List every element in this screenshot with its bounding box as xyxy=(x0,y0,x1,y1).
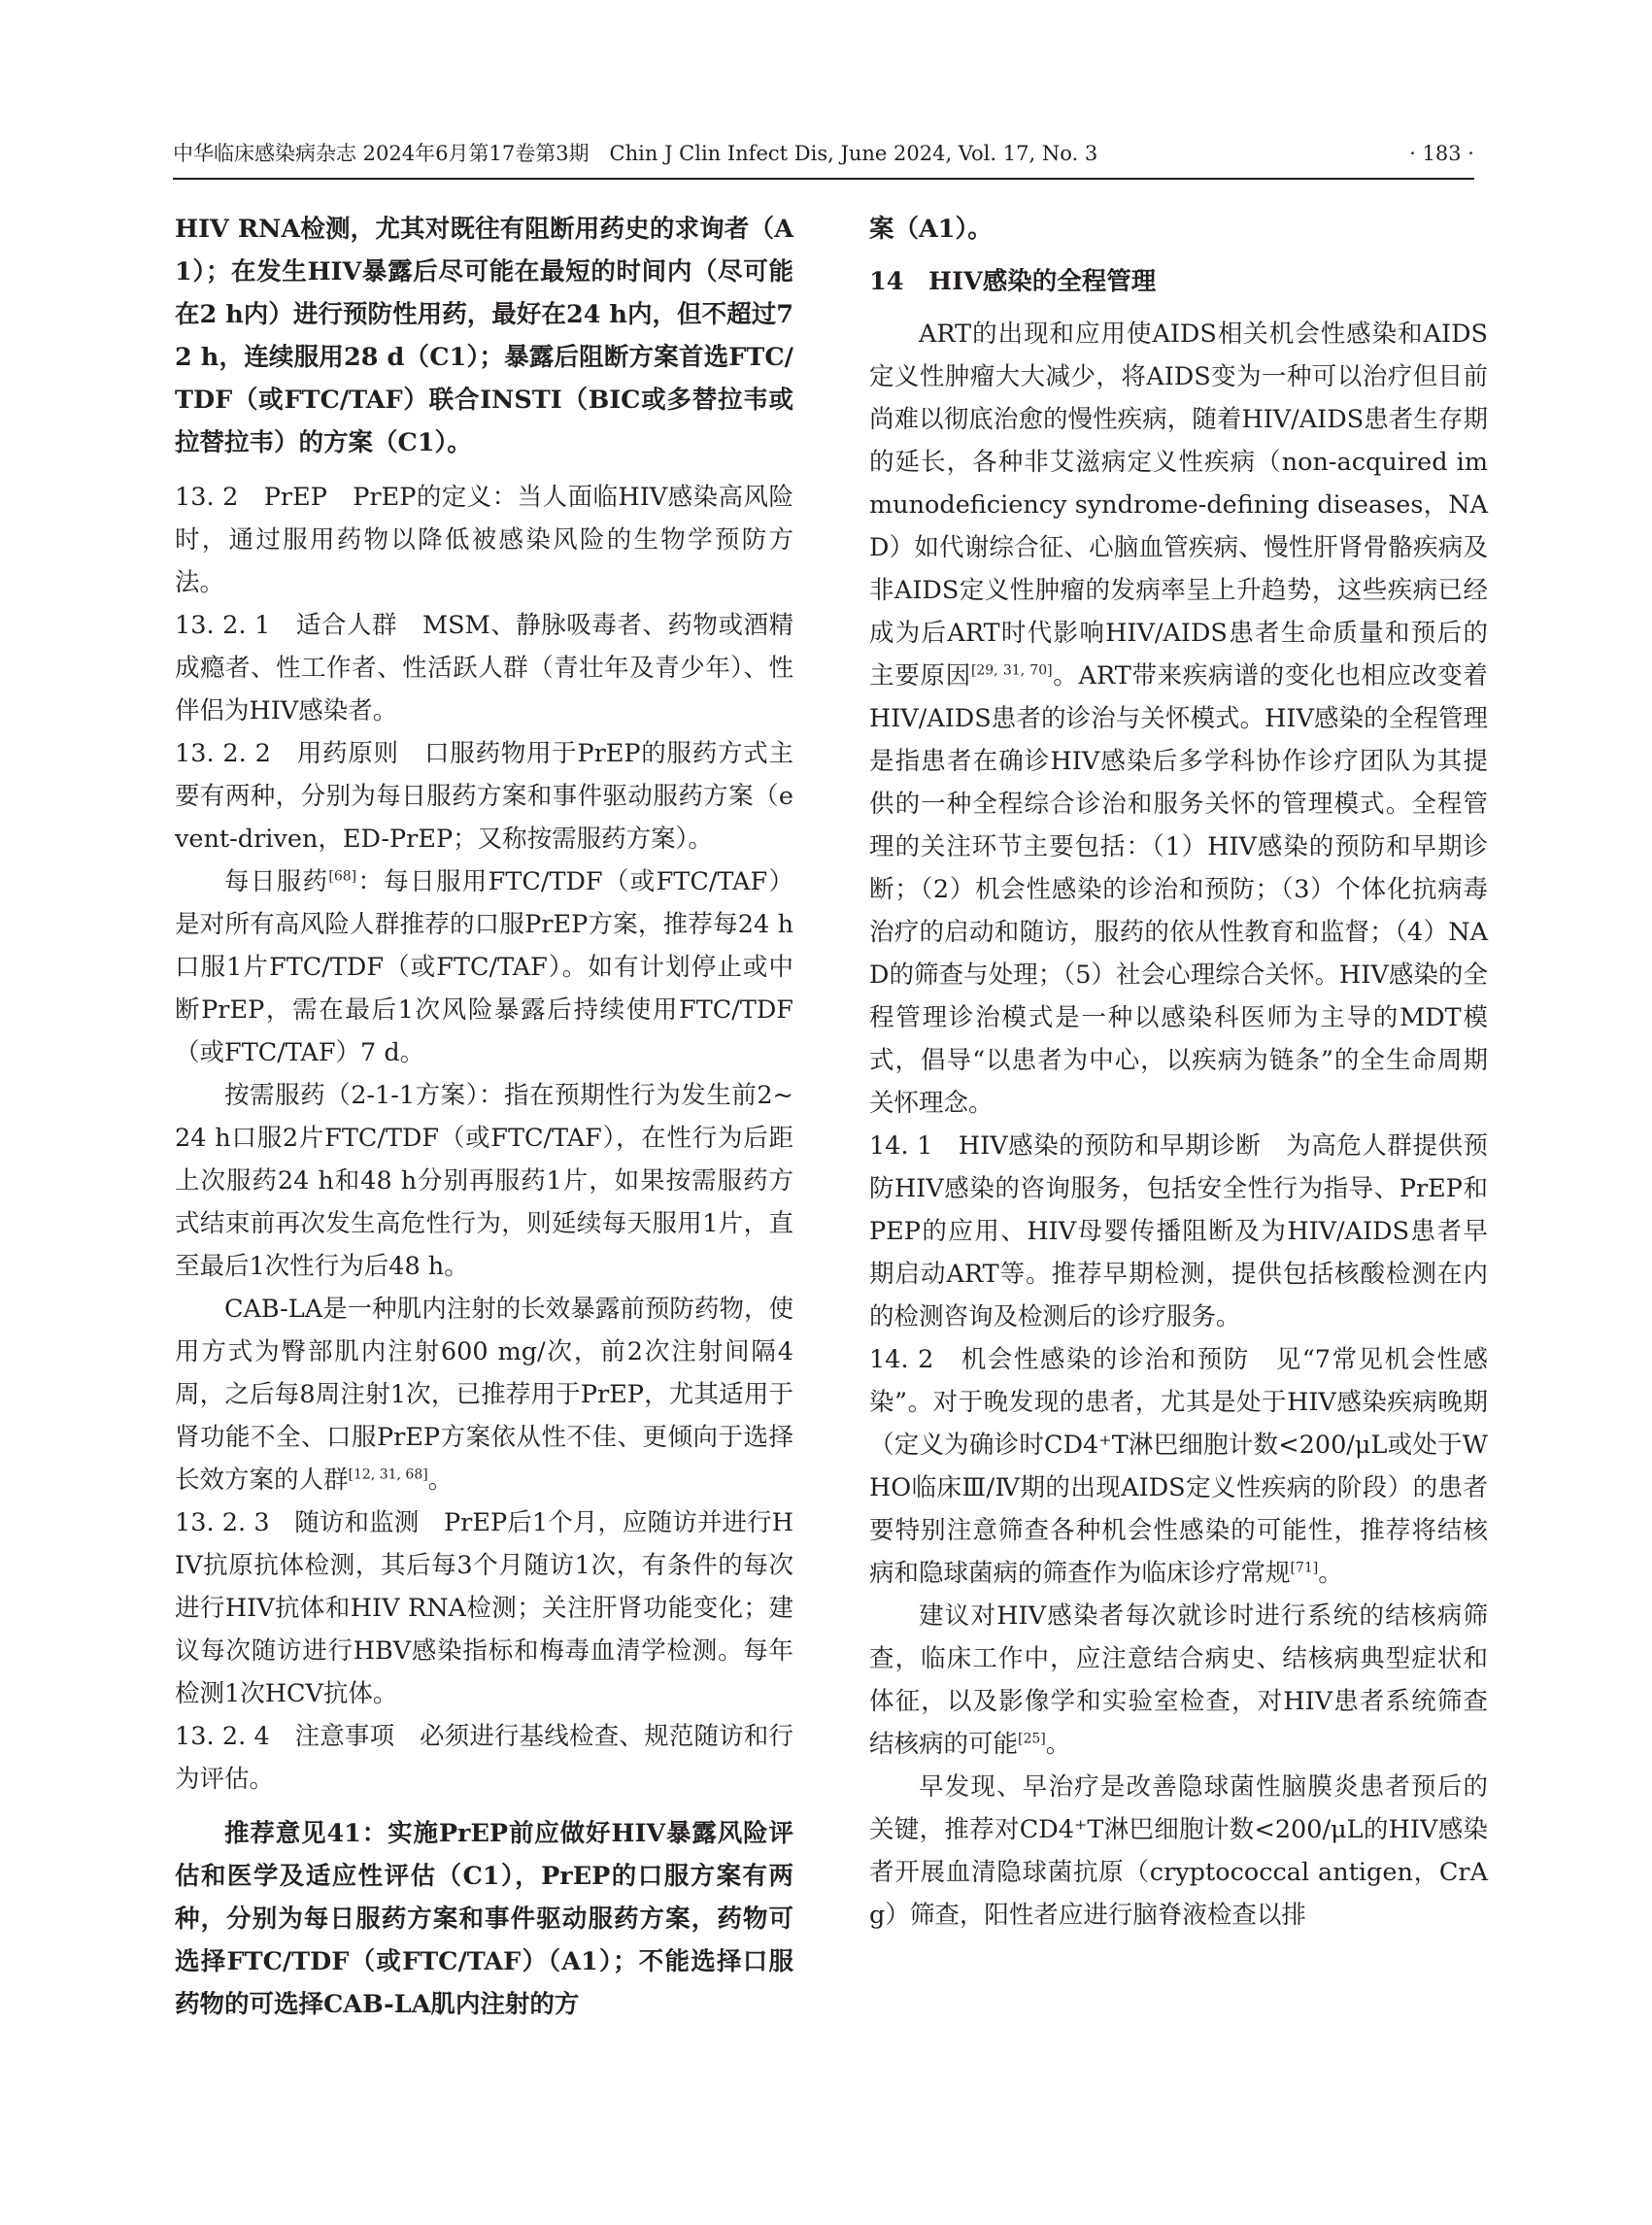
section-14-intro-cont: 。ART带来疾病谱的变化也相应改变着HIV/AIDS患者的诊治与关怀模式。HIV感染的全程管理是指患者在确诊HIV感染后多学科协作诊疗团队为其提供的一种全程综合诊治和服务关怀的管理模式。全程管理的关注环节主要包括：（1）HIV感染的预防和早期诊断；（2）机会性感染的诊治和预防；（3）个体化抗病毒治疗的启动和随访，服药的依从性教育和监督；（4）NAD的筛查与处理；（5）社会心理综合关怀。HIV感染的全程管理诊治模式是一种以感染科医师为主导的MDT模式，倡导“以患者为中心，以疾病为链条”的全生命周期关怀理念。 xyxy=(869,661,1488,1118)
section-13-2-3-follow-up: 13. 2. 3 随访和监测 PrEP后1个月，应随访并进行HIV抗原抗体检测，其后每3个月随访1次，有条件的每次进行HIV抗体和HIV RNA检测；关注肝肾功能变化；建议每次随访进行HBV感染指标和梅毒血清学检测。每年检测1次HCV抗体。 xyxy=(175,1508,793,1708)
recommendation-41-continued: 案（A1）。 xyxy=(869,215,993,244)
running-title: 中华临床感染病杂志 2024年6月第17卷第3期 Chin J Clin Infect Dis, June 2024, Vol. 17, No. 3 xyxy=(173,142,1098,165)
daily-dosing-lead: 每日服药 xyxy=(224,867,329,896)
citation-ref: [68] xyxy=(328,868,357,885)
left-column xyxy=(175,208,793,2026)
tb-screening-end: 。 xyxy=(1045,1730,1071,1759)
cab-la-paragraph xyxy=(175,1288,793,1501)
section-13-2-4-precautions: 13. 2. 4 注意事项 必须进行基线检查、规范随访和行为评估。 xyxy=(175,1722,793,1794)
running-header xyxy=(173,134,1474,173)
tb-screening-text: 建议对HIV感染者每次就诊时进行系统的结核病筛查，临床工作中，应注意结合病史、结核病典型症状和体征，以及影像学和实验室检查，对HIV患者系统筛查结核病的可能 xyxy=(869,1601,1488,1759)
cab-la-text: CAB-LA是一种肌内注射的长效暴露前预防药物，使用方式为臀部肌内注射600 mg/次，前2次注射间隔4周，之后每8周注射1次，已推荐用于PrEP，尤其适用于肾功能不全、口服PrEP方案依从性不佳、更倾向于选择长效方案的人群 xyxy=(175,1295,793,1495)
section-13-2-prep: 13. 2 PrEP PrEP的定义：当人面临HIV感染高风险时，通过服用药物以降低被感染风险的生物学预防方法。 xyxy=(175,483,793,597)
section-13-2-2-medication-principle: 13. 2. 2 用药原则 口服药物用于PrEP的服药方式主要有两种，分别为每日服药方案和事件驱动服药方案（event-driven，ED-PrEP；又称按需服药方案）。 xyxy=(175,739,793,854)
tb-screening-paragraph xyxy=(869,1595,1488,1766)
citation-ref: [25] xyxy=(1018,1731,1046,1747)
daily-dosing-text: ：每日服用FTC/TDF（或FTC/TAF）是对所有高风险人群推荐的口服PrEP方案，推荐每24 h口服1片FTC/TDF（或FTC/TAF）。如有计划停止或中断PrEP，需在最后1次风险暴露后持续使用FTC/TDF（或FTC/TAF）7 d。 xyxy=(175,867,793,1067)
section-14-intro-text: ART的出现和应用使AIDS相关机会性感染和AIDS定义性肿瘤大大减少，将AIDS变为一种可以治疗但目前尚难以彻底治愈的慢性疾病，随着HIV/AIDS患者生存期的延长，各种非艾滋病定义性疾病（non-acquired immunodeficiency syndrome-defining diseases，NAD）如代谢综合征、心脑血管疾病、慢性肝肾骨骼疾病及非AIDS定义性肿瘤的发病率呈上升趋势，这些疾病已经成为后ART时代影响HIV/AIDS患者生命质量和预后的主要原因 xyxy=(869,320,1488,691)
section-14-2-text: 14. 2 机会性感染的诊治和预防 见“7常见机会性感染”。对于晚发现的患者，尤其是处于HIV感染疾病晚期（定义为确诊时CD4⁺T淋巴细胞计数<200/μL或处于WHO临床Ⅲ/Ⅳ期的出现AIDS定义性疾病的阶段）的患者要特别注意筛查各种机会性感染的可能性，推荐将结核病和隐球菌病的筛查作为临床诊疗常规 xyxy=(869,1345,1488,1588)
right-column xyxy=(869,208,1488,1937)
cryptococcal-paragraph: 早发现、早治疗是改善隐球菌性脑膜炎患者预后的关键，推荐对CD4⁺T淋巴细胞计数<200/μL的HIV感染者开展血清隐球菌抗原（cryptococcal antigen，CrAg）筛查，阳性者应进行脑脊液检查以排 xyxy=(869,1772,1488,1930)
section-13-2-1-target-population: 13. 2. 1 适合人群 MSM、静脉吸毒者、药物或酒精成瘾者、性工作者、性活跃人群（青壮年及青少年）、性伴侣为HIV感染者。 xyxy=(175,611,793,725)
section-14-1-prevention: 14. 1 HIV感染的预防和早期诊断 为高危人群提供预防HIV感染的咨询服务，包括安全性行为指导、PrEP和PEP的应用、HIV母婴传播阻断及为HIV/AIDS患者早期启动ART等。推荐早期检测，提供包括核酸检测在内的检测咨询及检测后的诊疗服务。 xyxy=(869,1131,1488,1332)
section-14-intro-paragraph xyxy=(869,313,1488,1125)
header-rule xyxy=(173,178,1474,180)
page-number: · 183 · xyxy=(1409,142,1474,165)
recommendation-41: 推荐意见41：实施PrEP前应做好HIV暴露风险评估和医学及适应性评估（C1），PrEP的口服方案有两种，分别为每日服药方案和事件驱动服药方案，药物可选择FTC/TDF（或FTC/TAF）（A1）；不能选择口服药物的可选择CAB-LA肌内注射的方 xyxy=(175,1819,793,2019)
recommendation-40-continued: HIV RNA检测，尤其对既往有阻断用药史的求询者（A1）；在发生HIV暴露后尽可能在最短的时间内（尽可能在2 h内）进行预防性用药，最好在24 h内，但不超过72 h，连续服用28 d（C1）；暴露后阻断方案首选FTC/TDF（或FTC/TAF）联合INSTI（BIC或多替拉韦或拉替拉韦）的方案（C1）。 xyxy=(175,215,793,457)
section-14-2-opportunistic-infections xyxy=(869,1338,1488,1595)
cab-la-end: 。 xyxy=(427,1466,454,1495)
citation-ref: [12, 31, 68] xyxy=(348,1466,428,1483)
section-14-heading: 14 HIV感染的全程管理 xyxy=(869,267,1157,296)
citation-ref: [71] xyxy=(1290,1560,1319,1576)
on-demand-dosing-paragraph: 按需服药（2-1-1方案）：指在预期性行为发生前2~24 h口服2片FTC/TDF（或FTC/TAF），在性行为后距上次服药24 h和48 h分别再服药1片，如果按需服药方式结束前再次发生高危性行为，则延续每天服用1片，直至最后1次性行为后48 h。 xyxy=(175,1081,793,1281)
citation-ref: [29, 31, 70] xyxy=(970,662,1053,679)
section-14-2-end: 。 xyxy=(1318,1559,1343,1588)
daily-dosing-paragraph xyxy=(175,860,793,1074)
